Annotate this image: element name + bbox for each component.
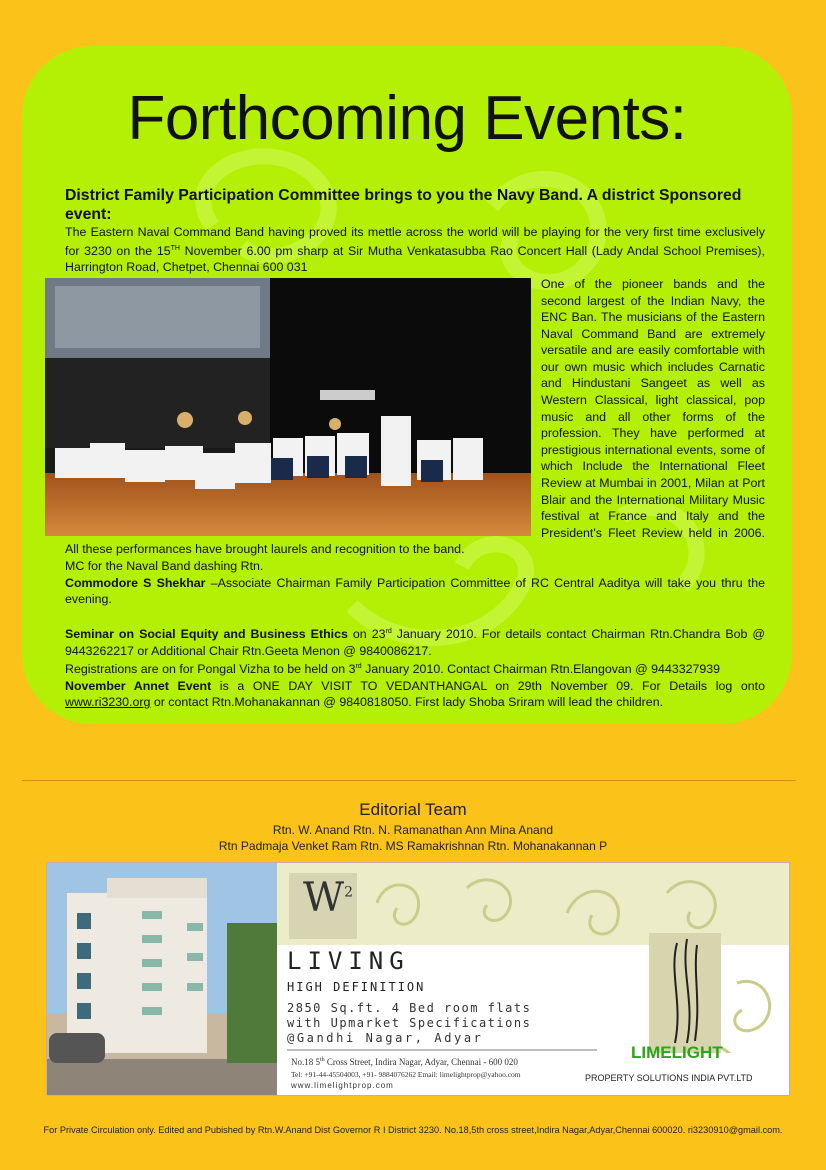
- band-stage-illustration: [45, 278, 531, 536]
- editorial-members-line2: Rtn Padmaja Venket Ram Rtn. MS Ramakrishnan Rtn. Mohanakannan P: [218, 839, 608, 853]
- seminar-event: Seminar on Social Equity and Business Ethics on 23rd January 2010. For details contact Chairman Rtn.Chandra Bob @ 9443262217 or Additional Chair Rtn.Geeta Menon @ 9840086217.: [65, 626, 766, 658]
- events-panel: [22, 46, 792, 724]
- ad-contact: Tel: +91-44-45504003, +91- 9884076262 Email: limelightprop@yahoo.com: [291, 1070, 521, 1079]
- ad-living: LIVING: [287, 947, 410, 975]
- limelight-brand-sub: PROPERTY SOLUTIONS INDIA PVT.LTD: [585, 1073, 753, 1083]
- events-content: [65, 186, 765, 711]
- navy-band-heading: District Family Participation Committee brings to you the Navy Band. A district Sponsored event:: [65, 187, 742, 223]
- mc-intro: MC for the Naval Band dashing Rtn.: [65, 559, 264, 573]
- navy-band-details: The Eastern Naval Command Band having proved its mettle across the world will be playing for the very first time exclusively for 3230 on the 15TH November 6.00 pm sharp at Sir Mutha Venkatasubba Rao Concert Hall (Lady Andal School Premises), Harrington Road, Chetpet, Chennai 600 031: [65, 225, 765, 275]
- limelight-brand: LIMELIGHT: [631, 1043, 723, 1062]
- pongal-event: Registrations are on for Pongal Vizha to be held on 3rd January 2010. Contact Chairman Rtn.Elangovan @ 9443327939: [65, 662, 721, 677]
- ad-spec1: 2850 Sq.ft. 4 Bed room flats: [287, 1001, 532, 1015]
- ad-spec3: @Gandhi Nagar, Adyar: [287, 1031, 484, 1045]
- ad-website: www.limelightprop.com: [291, 1081, 394, 1090]
- navy-band-description: One of the pioneer bands and the second largest of the Indian Navy, the ENC Ban. The musicians of the Eastern Naval Command Band are extremely versatile and are easily comfortable with our own music which includes Carnatic and Hindustani Sangeet as well as Western Classical, light classical, pop music and all other forms of the profession. They have performed at prestigious international events, some of which Include the International Fleet Review at Mumbai in 2001, Milan at Port Blair and the International Military Music festival at France and Italy and the President's Fleet Review held in 2006. All these performances have brought laurels and recognition to the band.: [65, 276, 765, 558]
- page-title: Forthcoming Events:: [127, 84, 687, 153]
- editorial-title: Editorial Team: [359, 800, 467, 819]
- navy-band-photo: [45, 278, 531, 536]
- annet-event: November Annet Event is a ONE DAY VISIT TO VEDANTHANGAL on 29th November 09. For Details log onto www.ri3230.org or contact Rtn.Mohanakannan @ 9840818050. First lady Shoba Sriram will lead the children.: [65, 678, 765, 710]
- ad-address: No.18 5th Cross Street, Indira Nagar, Adyar, Chennai - 600 020: [291, 1057, 518, 1067]
- mc-details: Commodore S Shekhar –Associate Chairman Family Participation Committee of RC Central Aaditya will take you thru the evening.: [65, 575, 765, 607]
- limelight-advertisement: [46, 862, 790, 1096]
- divider: [22, 780, 796, 781]
- ad-spec2: with Upmarket Specifications: [287, 1016, 532, 1030]
- editorial-members-line1: Rtn. W. Anand Rtn. N. Ramanathan Ann Mina Anand: [272, 823, 554, 837]
- district-website-link[interactable]: www.ri3230.org: [65, 695, 151, 710]
- mc-name: Commodore S Shekhar: [65, 575, 206, 590]
- footer-note: For Private Circulation only. Edited and Pubished by Rtn.W.Anand Dist Governor R I District 3230. No.18,5th cross street,Indira Nagar,Adyar,Chennai 600020. ri3230910@gmail.com.: [43, 1125, 783, 1135]
- w2-logo: $W^2$: [303, 875, 354, 921]
- ad-tagline: HIGH DEFINITION: [287, 980, 426, 994]
